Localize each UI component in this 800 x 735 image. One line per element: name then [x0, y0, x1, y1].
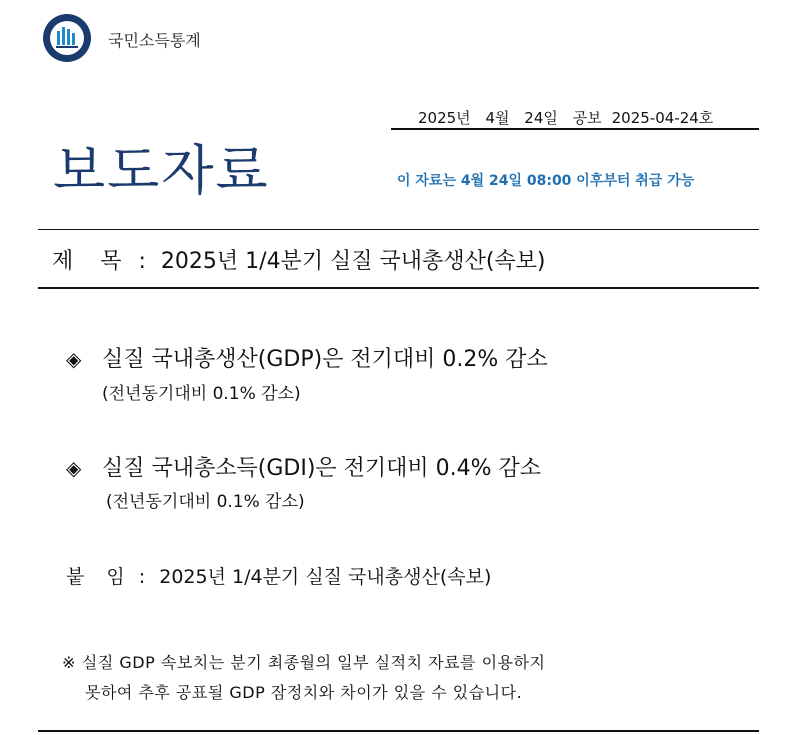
date-day: 24일 — [524, 109, 558, 127]
org-name: 국민소득통계 — [108, 31, 201, 50]
headline-subtext: (전년동기대비 0.1% 감소) — [106, 492, 305, 512]
headline-subtext: (전년동기대비 0.1% 감소) — [102, 384, 301, 404]
diamond-bullet-icon: ◈ — [66, 456, 82, 480]
attachment-text: 2025년 1/4분기 실질 국내총생산(속보) — [159, 566, 492, 588]
bottom-rule — [38, 730, 759, 732]
subject-text: 2025년 1/4분기 실질 국내총생산(속보) — [160, 249, 546, 274]
note-text-1: 실질 GDP 속보치는 분기 최종월의 일부 실적치 자료를 이용하지 — [81, 653, 546, 672]
headline-item — [66, 342, 548, 373]
page-title: 보도자료 — [53, 139, 270, 202]
attachment-label: 붙 임 — [66, 566, 133, 588]
diamond-bullet-icon: ◈ — [66, 347, 82, 371]
subject-top-rule — [38, 229, 759, 230]
embargo-notice: 이 자료는 4월 24일 08:00 이후부터 취급 가능 — [397, 173, 695, 189]
dateline-rule — [391, 128, 759, 130]
date-month: 4월 — [485, 109, 510, 127]
headline-text: 실질 국내총소득(GDI)은 전기대비 0.4% 감소 — [102, 456, 542, 481]
note-line-1 — [62, 650, 545, 673]
attachment-line — [66, 562, 491, 589]
announce-label: 공보 — [572, 109, 602, 127]
subject-bottom-rule — [38, 287, 759, 289]
subject-separator: : — [138, 249, 146, 274]
headline-text: 실질 국내총생산(GDP)은 전기대비 0.2% 감소 — [102, 347, 548, 372]
note-symbol: ※ — [62, 653, 76, 672]
release-dateline — [418, 107, 713, 128]
date-year: 2025년 — [418, 109, 471, 127]
announce-number: 2025-04-24호 — [611, 109, 714, 127]
subject-label: 제 목 — [52, 249, 132, 274]
attachment-separator: : — [138, 566, 146, 588]
note-text-2: 못하여 추후 공표될 GDP 잠정치와 차이가 있을 수 있습니다. — [85, 683, 523, 702]
headline-item — [66, 451, 541, 482]
statistics-korea-logo-icon — [42, 13, 92, 63]
subject-line — [52, 244, 546, 275]
